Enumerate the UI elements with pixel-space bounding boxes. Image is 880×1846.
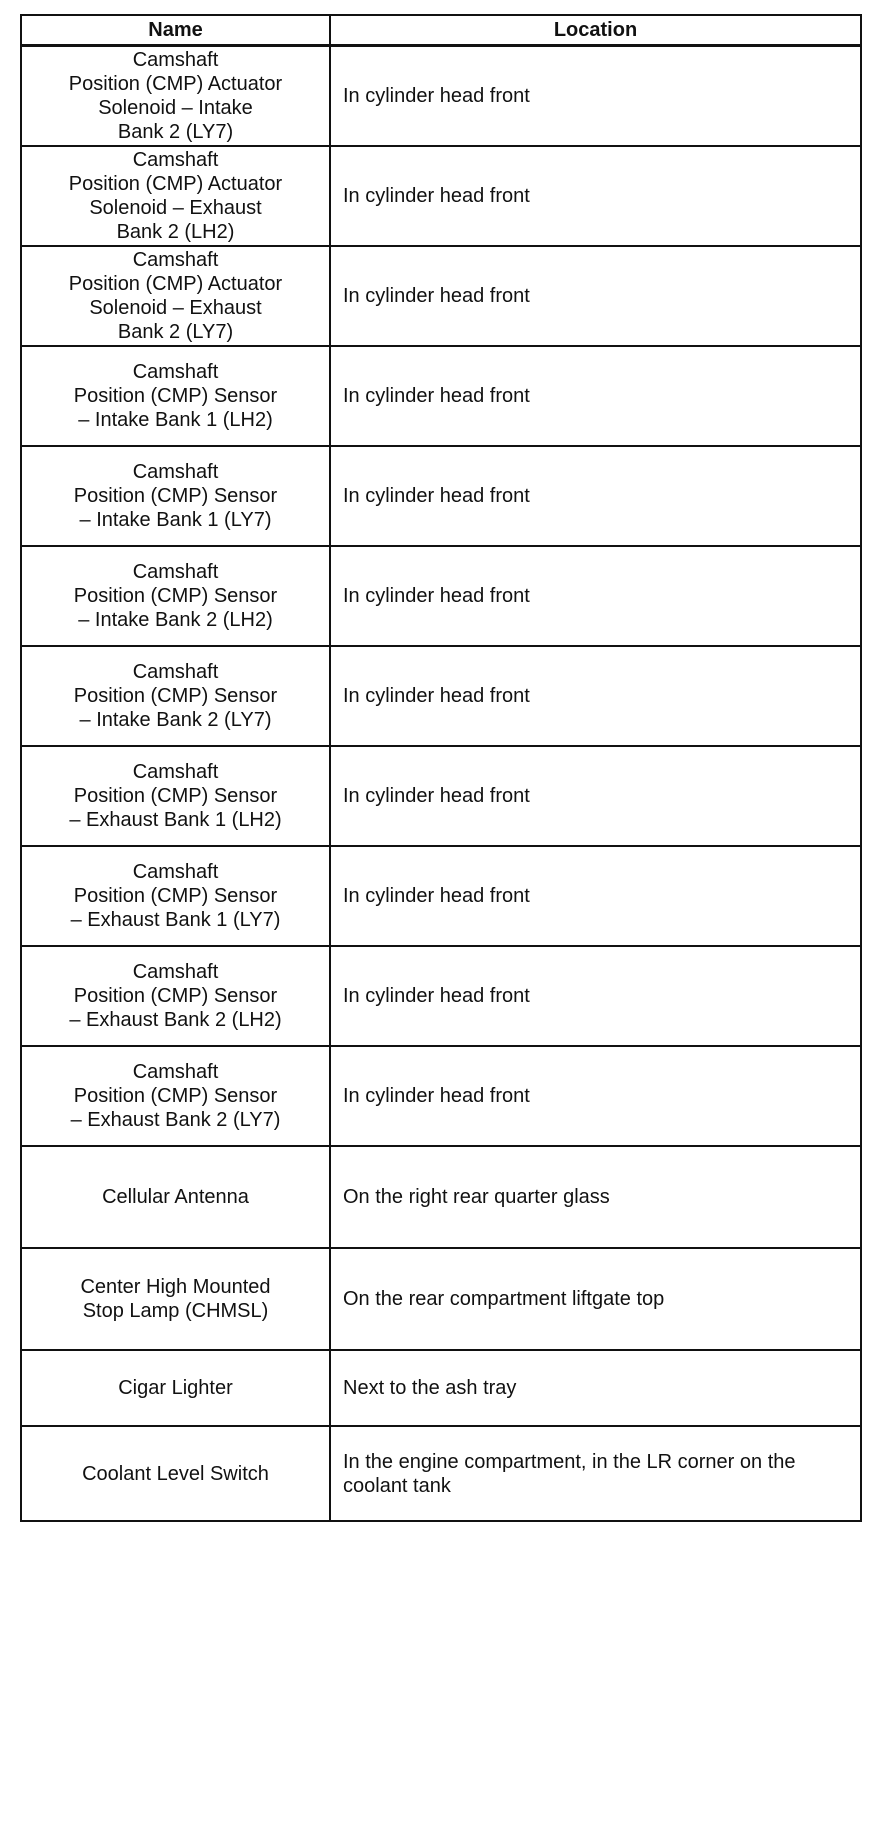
component-name: Camshaft Position (CMP) Sensor – Intake Bank 1 (LH2) [21, 346, 330, 446]
table-row [21, 346, 861, 446]
component-location: In cylinder head front [330, 146, 861, 246]
component-name: Cigar Lighter [21, 1350, 330, 1426]
header-row [21, 15, 861, 46]
component-location: In cylinder head front [330, 546, 861, 646]
component-location: In cylinder head front [330, 46, 861, 147]
document-page [20, 14, 860, 1522]
table-row [21, 1146, 861, 1248]
table-row [21, 746, 861, 846]
component-name: Camshaft Position (CMP) Actuator Solenoid – Exhaust Bank 2 (LY7) [21, 246, 330, 346]
table-row [21, 1350, 861, 1426]
component-location: On the right rear quarter glass [330, 1146, 861, 1248]
component-location: In cylinder head front [330, 346, 861, 446]
table-row [21, 446, 861, 546]
component-location: In cylinder head front [330, 1046, 861, 1146]
component-location: In cylinder head front [330, 846, 861, 946]
component-location: On the rear compartment liftgate top [330, 1248, 861, 1350]
component-location: In cylinder head front [330, 446, 861, 546]
component-location: In cylinder head front [330, 246, 861, 346]
table-row [21, 1046, 861, 1146]
component-name: Camshaft Position (CMP) Actuator Solenoid – Exhaust Bank 2 (LH2) [21, 146, 330, 246]
component-name: Camshaft Position (CMP) Sensor – Exhaust Bank 2 (LY7) [21, 1046, 330, 1146]
component-location: In cylinder head front [330, 746, 861, 846]
component-location: In cylinder head front [330, 646, 861, 746]
component-location: In the engine compartment, in the LR corner on the coolant tank [330, 1426, 861, 1521]
table-row [21, 1248, 861, 1350]
component-name: Coolant Level Switch [21, 1426, 330, 1521]
component-name: Camshaft Position (CMP) Sensor – Intake Bank 2 (LH2) [21, 546, 330, 646]
component-name: Camshaft Position (CMP) Sensor – Exhaust Bank 1 (LH2) [21, 746, 330, 846]
table-row [21, 846, 861, 946]
header-name: Name [21, 15, 330, 46]
table-row [21, 46, 861, 147]
component-name: Camshaft Position (CMP) Actuator Solenoid – Intake Bank 2 (LY7) [21, 46, 330, 147]
component-location: Next to the ash tray [330, 1350, 861, 1426]
header-location: Location [330, 15, 861, 46]
component-name: Camshaft Position (CMP) Sensor – Exhaust Bank 2 (LH2) [21, 946, 330, 1046]
component-name: Cellular Antenna [21, 1146, 330, 1248]
component-location-table [20, 14, 862, 1522]
table-row [21, 546, 861, 646]
component-name: Camshaft Position (CMP) Sensor – Intake Bank 1 (LY7) [21, 446, 330, 546]
table-row [21, 946, 861, 1046]
table-row [21, 1426, 861, 1521]
component-name: Center High Mounted Stop Lamp (CHMSL) [21, 1248, 330, 1350]
table-row [21, 646, 861, 746]
table-row [21, 146, 861, 246]
table-row [21, 246, 861, 346]
component-location: In cylinder head front [330, 946, 861, 1046]
component-name: Camshaft Position (CMP) Sensor – Intake Bank 2 (LY7) [21, 646, 330, 746]
component-name: Camshaft Position (CMP) Sensor – Exhaust Bank 1 (LY7) [21, 846, 330, 946]
